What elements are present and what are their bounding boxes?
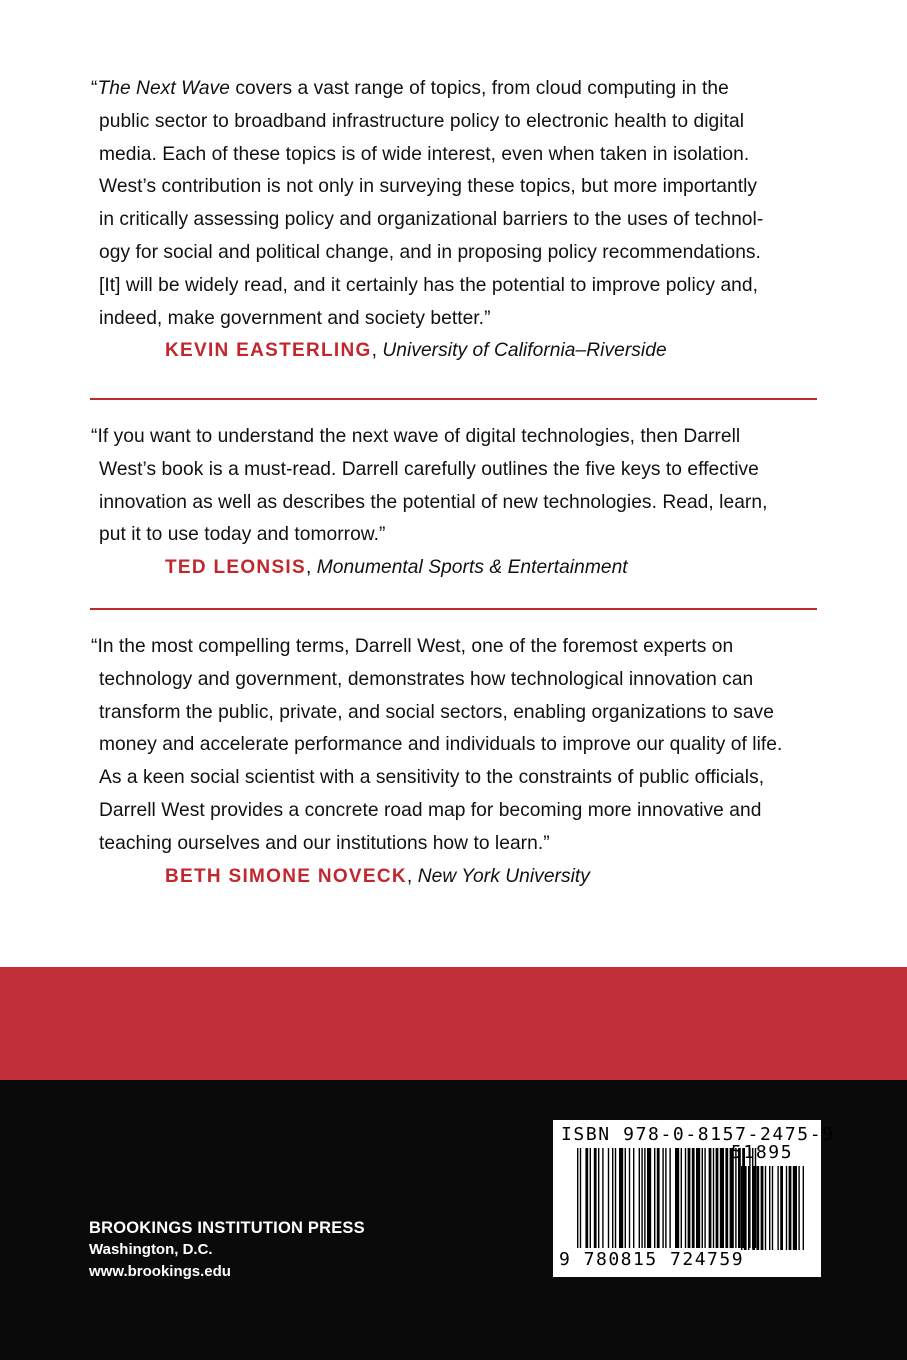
barcode-bar (749, 1148, 750, 1248)
addon-bar (798, 1166, 799, 1250)
barcode-bar (662, 1148, 663, 1248)
barcode-bar (692, 1148, 695, 1248)
barcode-bar (608, 1148, 609, 1248)
barcode-bar (657, 1148, 660, 1248)
barcode-bar (615, 1148, 616, 1248)
barcode-bar (625, 1148, 626, 1248)
addon-bar (769, 1166, 770, 1250)
barcode-bar (669, 1148, 670, 1248)
barcode-bar (612, 1148, 613, 1248)
barcode-bar (685, 1148, 686, 1248)
barcode-bar (598, 1148, 599, 1248)
addon-bar (777, 1166, 778, 1250)
barcode-bar (735, 1148, 736, 1248)
barcode-bar (633, 1148, 634, 1248)
barcode-bar (675, 1148, 679, 1248)
barcode-bar (696, 1148, 700, 1248)
addon-bar (789, 1166, 792, 1250)
red-band (0, 967, 907, 1080)
addon-bar (772, 1166, 773, 1250)
attribution: TED LEONSIS, Monumental Sports & Entertainment (165, 557, 628, 579)
barcode-bar (619, 1148, 623, 1248)
author-affiliation: New York University (417, 865, 590, 887)
barcode-bar (602, 1148, 603, 1248)
addon-bar (765, 1166, 766, 1250)
barcode-bar (644, 1148, 645, 1248)
barcode-bar (577, 1148, 578, 1248)
barcode-bar (641, 1148, 642, 1248)
addon-bar (780, 1166, 783, 1250)
barcode-bar (713, 1148, 714, 1248)
barcode-bar (716, 1148, 719, 1248)
barcode-bar (681, 1148, 682, 1248)
book-title: The Next Wave (97, 78, 230, 99)
blurb-noveck (91, 631, 821, 893)
addon-bar (744, 1166, 747, 1250)
addon-bar (756, 1166, 759, 1250)
blurb-text: “The Next Wave covers a vast range of topics, from cloud computing in the public sector to broadband infrastructure policy to electronic health to digital media. Each of these topics is of wide interest, even when taken in isolation. West’s contribution is not only in surveying these topics, but more importantly in critically assessing policy and organizational barriers to the uses of technol- ogy for social and political change, and in proposing policy recommendations. [It] will be widely read, and it certainly has the potential to improve policy and, indeed, make government and society better.” (91, 78, 764, 329)
publisher-city: Washington, D.C. (89, 1241, 213, 1258)
publisher-name: BROOKINGS INSTITUTION PRESS (89, 1219, 365, 1237)
author-name: KEVIN EASTERLING (165, 340, 372, 362)
barcode-bar (704, 1148, 705, 1248)
addon-bar (786, 1166, 787, 1250)
price-code: 51895 (731, 1142, 794, 1163)
attribution: KEVIN EASTERLING, University of California–Riverside (165, 340, 667, 362)
addon-bar (803, 1166, 804, 1250)
author-affiliation: Monumental Sports & Entertainment (316, 557, 628, 579)
author-name: TED LEONSIS (165, 557, 306, 579)
author-name: BETH SIMONE NOVECK (165, 865, 407, 887)
barcode-bar (702, 1148, 703, 1248)
barcode-bar (688, 1148, 691, 1248)
barcode-bar (709, 1148, 712, 1248)
addon-bar (741, 1166, 742, 1250)
addon-bar (748, 1166, 749, 1250)
blurb-easterling (91, 73, 821, 368)
publisher-block (89, 1217, 365, 1283)
divider-rule (90, 608, 817, 610)
barcode-bar (755, 1148, 756, 1248)
barcode-bar (594, 1148, 597, 1248)
barcode-bar (738, 1148, 741, 1248)
addon-bar (752, 1166, 755, 1250)
barcode-bar (725, 1148, 728, 1248)
author-affiliation: University of California–Riverside (382, 340, 667, 362)
barcode-bar (629, 1148, 630, 1248)
barcode-bar (720, 1148, 724, 1248)
barcode-bar (580, 1148, 581, 1248)
attribution: BETH SIMONE NOVECK, New York University (165, 865, 590, 887)
divider-rule (90, 398, 817, 400)
barcode-bar (665, 1148, 666, 1248)
barcode-bar (730, 1148, 734, 1248)
barcode-bar (647, 1148, 651, 1248)
publisher-url: www.brookings.edu (89, 1263, 231, 1280)
blurb-leonsis (91, 421, 821, 585)
addon-bar (761, 1166, 764, 1250)
barcode-bar (590, 1148, 591, 1248)
barcode-bar (639, 1148, 640, 1248)
barcode (553, 1120, 835, 1277)
isbn-label: ISBN 978-0-8157-2475-9 (561, 1124, 835, 1145)
addon-bar (793, 1166, 797, 1250)
barcode-bar (585, 1148, 588, 1248)
blurb-text: “In the most compelling terms, Darrell West, one of the foremost experts on technology and government, demonstrates how technological innovation can transform the public, private, and social sectors, enabling organizations to save money and accelerate performance and individuals to improve our quality of life. As a keen social scientist with a sensitivity to the constraints of public officials, Darrell West provides a concrete road map for becoming more innovative and teaching ourselves and our institutions how to learn.” (91, 636, 783, 854)
barcode-bar (654, 1148, 655, 1248)
blurb-text: “If you want to understand the next wave of digital technologies, then Darrell West’s book is a must-read. Darrell carefully outlines the five keys to effective innovation as well as describes the potential of new technologies. Read, learn, put it to use today and tomorrow.” (91, 426, 768, 546)
ean-digits: 9 780815 724759 (559, 1249, 745, 1270)
